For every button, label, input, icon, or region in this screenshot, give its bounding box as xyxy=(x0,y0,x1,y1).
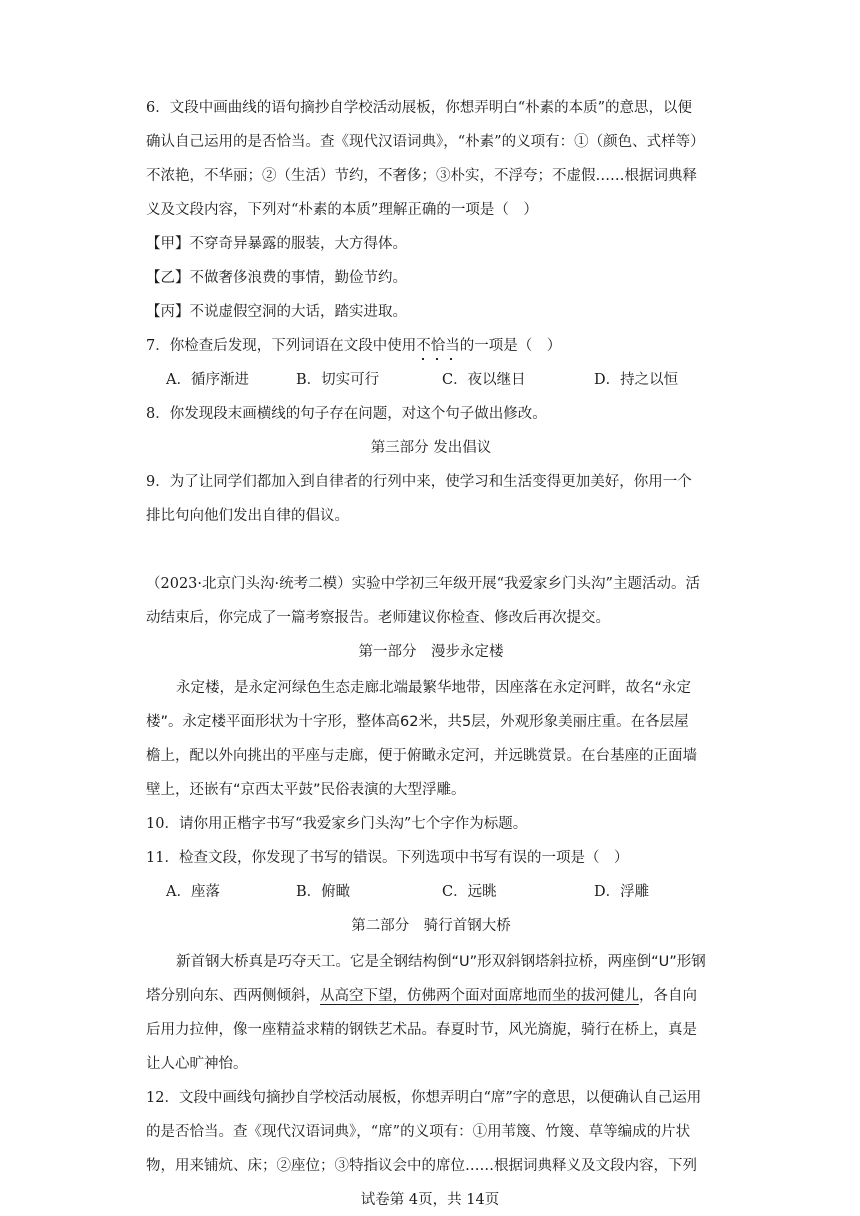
q12-line-3: 物，用来铺炕、床；②座位；③特指议会中的席位……根据词典释义及文段内容，下列 xyxy=(146,1158,697,1174)
passage1-line-2: 楼”。永定楼平面形状为十字形，整体高62米，共5层，外观形象美丽庄重。在各层屋 xyxy=(146,714,689,730)
page-footer: 试卷第 4页，共 14页 xyxy=(360,1192,500,1208)
q6-line-2: 确认自己运用的是否恰当。查《现代汉语词典》，“朴素”的义项有：①（颜色、式样等） xyxy=(146,134,705,150)
part2-title: 第二部分 骑行首钢大桥 xyxy=(351,918,511,934)
part1-title: 第一部分 漫步永定楼 xyxy=(358,644,504,660)
q6-line-3: 不浓艳，不华丽；②（生活）节约，不奢侈；③朴实，不浮夸；不虚假……根据词典释 xyxy=(146,168,697,184)
passage1-line-4: 壁上，还嵌有“京西太平鼓”民俗表演的大型浮雕。 xyxy=(146,782,466,798)
q8-stem: 8．你发现段末画横线的句子存在问题，对这个句子做出修改。 xyxy=(146,406,547,422)
q7-stem-pre: 7．你检查后发现，下列词语在文段中使用 xyxy=(146,338,417,354)
q6-line-1: 6．文段中画曲线的语句摘抄自学校活动展板，你想弄明白“朴素的本质”的意思，以便 xyxy=(146,100,693,116)
q7-stem-post: 的一项是（ ） xyxy=(459,338,562,354)
intro-line-1: （2023·北京门头沟·统考二模）实验中学初三年级开展“我爱家乡门头沟”主题活动。活 xyxy=(146,576,700,592)
q11-option-b: B．俯瞰 xyxy=(296,884,351,900)
q11-option-a: A．座落 xyxy=(166,884,220,900)
q12-line-2: 的是否恰当。查《现代汉语词典》，“席”的义项有：①用苇篾、竹篾、草等编成的片状 xyxy=(146,1124,691,1140)
passage2-line-2 xyxy=(146,986,716,1006)
q7-option-d: D．持之以恒 xyxy=(594,372,679,388)
q11-option-c: C．远眺 xyxy=(442,884,497,900)
q7-stem xyxy=(146,336,716,356)
q7-option-b: B．切实可行 xyxy=(296,372,380,388)
passage2-line-1: 新首钢大桥真是巧夺天工。它是全钢结构倒“U”形双斜钢塔斜拉桥，两座倒“U”形钢 xyxy=(176,954,706,970)
intro-line-2: 动结束后，你完成了一篇考察报告。老师建议你检查、修改后再次提交。 xyxy=(146,610,610,626)
q6-option-yi: 【乙】不做奢侈浪费的事情，勤俭节约。 xyxy=(146,270,407,286)
q6-option-bing: 【丙】不说虚假空洞的大话，踏实进取。 xyxy=(146,304,407,320)
passage2-line-3: 后用力拉伸，像一座精益求精的钢铁艺术品。春夏时节，风光旖旎，骑行在桥上，真是 xyxy=(146,1022,697,1038)
q7-option-c: C．夜以继日 xyxy=(442,372,526,388)
q9-line-2: 排比句向他们发出自律的倡议。 xyxy=(146,508,349,524)
passage2-line-2-post: ，各自向 xyxy=(639,988,697,1004)
q11-stem: 11．检查文段，你发现了书写的错误。下列选项中书写有误的一项是（ ） xyxy=(146,850,629,866)
q11-option-d: D．浮雕 xyxy=(594,884,650,900)
passage2-line-2-pre: 塔分别向东、西两侧倾斜， xyxy=(146,988,320,1004)
passage2-line-4: 让人心旷神怡。 xyxy=(146,1056,248,1072)
q6-line-4: 义及文段内容，下列对“朴素的本质”理解正确的一项是（ ） xyxy=(146,202,538,218)
passage1-line-3: 檐上，配以外向挑出的平座与走廊，便于俯瞰永定河，并远眺赏景。在台基座的正面墙 xyxy=(146,748,697,764)
q7-option-a: A．循序渐进 xyxy=(166,372,249,388)
passage1-line-1: 永定楼，是永定河绿色生态走廊北端最繁华地带，因座落在永定河畔，故名“永定 xyxy=(176,680,692,696)
q9-line-1: 9．为了让同学们都加入到自律者的行列中来，使学习和生活变得更加美好，你用一个 xyxy=(146,474,692,490)
q6-option-jia: 【甲】不穿奇异暴露的服装，大方得体。 xyxy=(146,236,407,252)
q7-dotted-emphasis: 不恰当 xyxy=(416,338,460,354)
q10-stem: 10．请你用正楷字书写“我爱家乡门头沟”七个字作为标题。 xyxy=(146,816,528,832)
part3-title: 第三部分 发出倡议 xyxy=(370,440,492,456)
q12-line-1: 12．文段中画线句摘抄自学校活动展板，你想弄明白“席”字的意思，以便确认自己运用 xyxy=(146,1090,702,1106)
passage2-underlined-sentence: 从高空下望，仿佛两个面对面席地而坐的拔河健儿 xyxy=(320,988,639,1004)
